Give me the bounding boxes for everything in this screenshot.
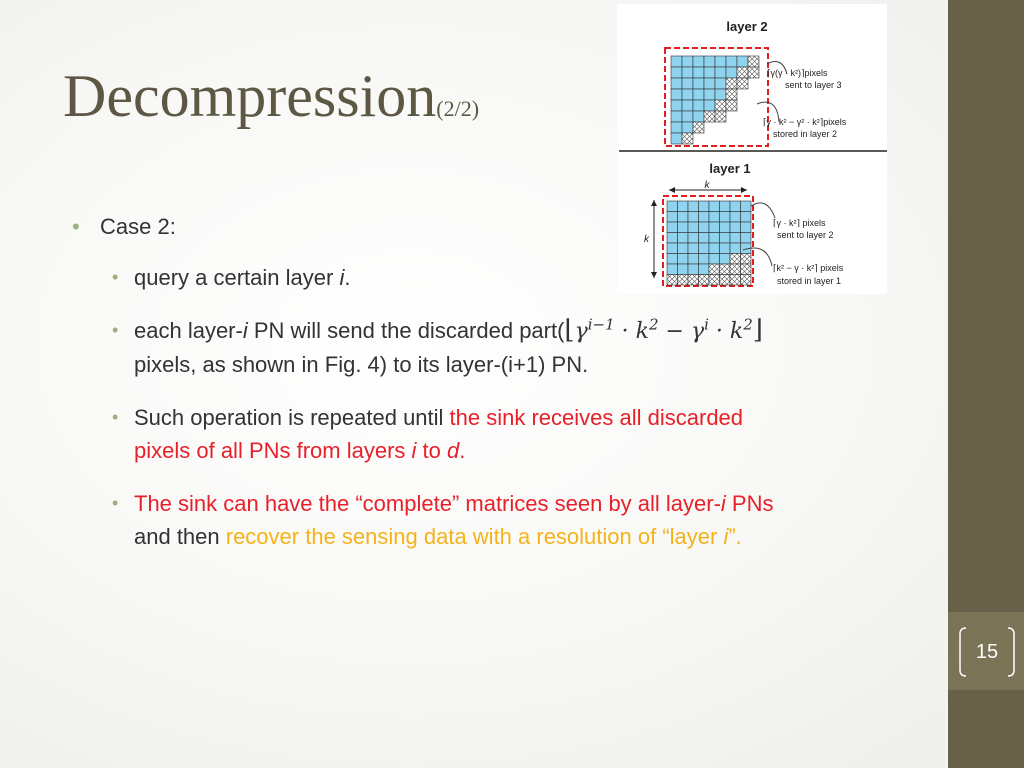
blue-cell [693, 100, 704, 111]
layer1-label: layer 1 [709, 161, 751, 176]
blue-cell [726, 56, 737, 67]
blue-cell [704, 89, 715, 100]
formula-exp-4: 2 [743, 315, 753, 334]
blue-cell [682, 56, 693, 67]
hatched-cell [748, 67, 759, 78]
bullet-send [112, 314, 892, 381]
formula-exp-3: i [704, 315, 709, 334]
slide-content [72, 210, 892, 553]
blue-cell [682, 78, 693, 89]
title-main: Decompression [63, 63, 437, 129]
blue-cell [693, 89, 704, 100]
title-sub: (2/2) [436, 96, 480, 121]
formula-exp-2: 2 [648, 315, 659, 334]
hatched-cell [737, 78, 748, 89]
page-number: 15 [975, 641, 999, 663]
layer2-annotation-2: ⌈γ · k² − γ² · k²⌉pixels [763, 117, 847, 127]
k-side-arrowhead-top [651, 200, 657, 206]
floor-open: ⌊ [564, 315, 575, 345]
k-top-arrowhead-left [669, 187, 675, 193]
formula-gamma: γ [574, 319, 588, 344]
blue-cell [682, 100, 693, 111]
bullet-repeat-red-d: d [447, 438, 460, 463]
bullet-recover-orange-1: recover the sensing data with a resolution of “layer [225, 524, 724, 549]
layer2-annotation-2b: stored in layer 2 [773, 129, 838, 139]
hatched-cell [693, 122, 704, 133]
blue-cell [671, 100, 682, 111]
hatched-cell [726, 89, 737, 100]
bullet-send-text-1: each layer- [134, 318, 243, 343]
layer2-grid [671, 56, 759, 144]
bullet-query-text: query a certain layer [134, 265, 340, 290]
slide-title [63, 62, 479, 131]
blue-cell [693, 78, 704, 89]
blue-cell [682, 111, 693, 122]
bullet-recover-red-2: PNs [725, 491, 774, 516]
bullet-marker: • [112, 267, 119, 287]
blue-cell [671, 89, 682, 100]
hatched-cell [726, 100, 737, 111]
blue-cell [726, 67, 737, 78]
blue-cell [671, 56, 682, 67]
bullet-recover-orange-i: i [723, 524, 729, 549]
layer1-annotation-2: ⌈k² − γ · k²⌉ pixels [773, 263, 844, 273]
layer2-annotation-1: ⌈γ(γ · k²)⌉pixels [767, 68, 828, 78]
blue-cell [704, 78, 715, 89]
hatched-cell [715, 111, 726, 122]
formula-minus-gamma: − γ [658, 319, 705, 344]
hatched-cell [737, 67, 748, 78]
bullet-marker: • [112, 407, 119, 427]
hatched-cell [715, 100, 726, 111]
blue-cell [737, 56, 748, 67]
hatched-cell [682, 133, 693, 144]
blue-cell [715, 56, 726, 67]
formula [564, 315, 763, 345]
bullet-repeat [112, 401, 892, 467]
blue-cell [715, 89, 726, 100]
formula-k-1: · k [614, 319, 649, 344]
blue-cell [671, 78, 682, 89]
bullet-recover-red-i: i [720, 491, 726, 516]
bullet-recover-orange-2: ”. [728, 524, 742, 549]
bullet-query-italic: i [339, 265, 345, 290]
blue-cell [682, 89, 693, 100]
blue-cell [671, 67, 682, 78]
k-side-label: k [644, 234, 649, 245]
case-label: Case 2: [100, 214, 176, 239]
blue-cell [671, 122, 682, 133]
bullet-marker: • [112, 320, 119, 340]
bullet-marker: • [112, 493, 119, 513]
layer1-annotation-1: ⌈γ · k²⌉ pixels [773, 218, 826, 228]
bullet-recover [112, 487, 892, 553]
bullet-query-end: . [344, 265, 351, 290]
blue-cell [693, 67, 704, 78]
blue-cell [682, 122, 693, 133]
bullet-repeat-red-2: pixels of all PNs from layers [134, 438, 412, 463]
layer2-label: layer 2 [726, 19, 768, 34]
blue-cell [682, 67, 693, 78]
k-top-label: k [704, 180, 710, 191]
blue-cell [704, 56, 715, 67]
formula-k-2: · k [708, 319, 744, 344]
bullet-repeat-red-4: . [459, 438, 466, 463]
hatched-cell [748, 56, 759, 67]
bullet-query [112, 261, 892, 294]
blue-cell [704, 100, 715, 111]
hatched-cell [726, 78, 737, 89]
bullet-marker: • [72, 214, 80, 239]
layer1-annotation-1b: sent to layer 2 [777, 230, 834, 240]
blue-cell [693, 111, 704, 122]
bullet-recover-text: and then [134, 524, 226, 549]
blue-cell [704, 67, 715, 78]
layer2-annotation-1b: sent to layer 3 [785, 80, 842, 90]
bullet-send-text-2: PN will send the discarded part( [247, 318, 565, 343]
bullet-send-text-3: pixels, as shown in Fig. 4) to its layer-(i+1) PN. [134, 352, 589, 377]
hatched-cell [704, 111, 715, 122]
bullet-case [72, 210, 892, 243]
formula-exp-1: i−1 [587, 315, 615, 334]
blue-cell [671, 133, 682, 144]
bullet-repeat-red-1: the sink receives all discarded [449, 405, 744, 430]
blue-cell [715, 78, 726, 89]
bullet-recover-red-1: The sink can have the “complete” matrices seen by all layer- [134, 491, 721, 516]
bullet-repeat-text: Such operation is repeated until [134, 405, 450, 430]
layer1-annotation-2b: stored in layer 1 [777, 276, 842, 286]
bullet-send-italic: i [242, 318, 248, 343]
bullet-repeat-red-3: to [416, 438, 447, 463]
bullet-repeat-red-i: i [411, 438, 417, 463]
blue-cell [693, 56, 704, 67]
blue-cell [671, 111, 682, 122]
blue-cell [715, 67, 726, 78]
floor-close: ⌋ [752, 315, 763, 345]
k-top-arrowhead-right [741, 187, 747, 193]
